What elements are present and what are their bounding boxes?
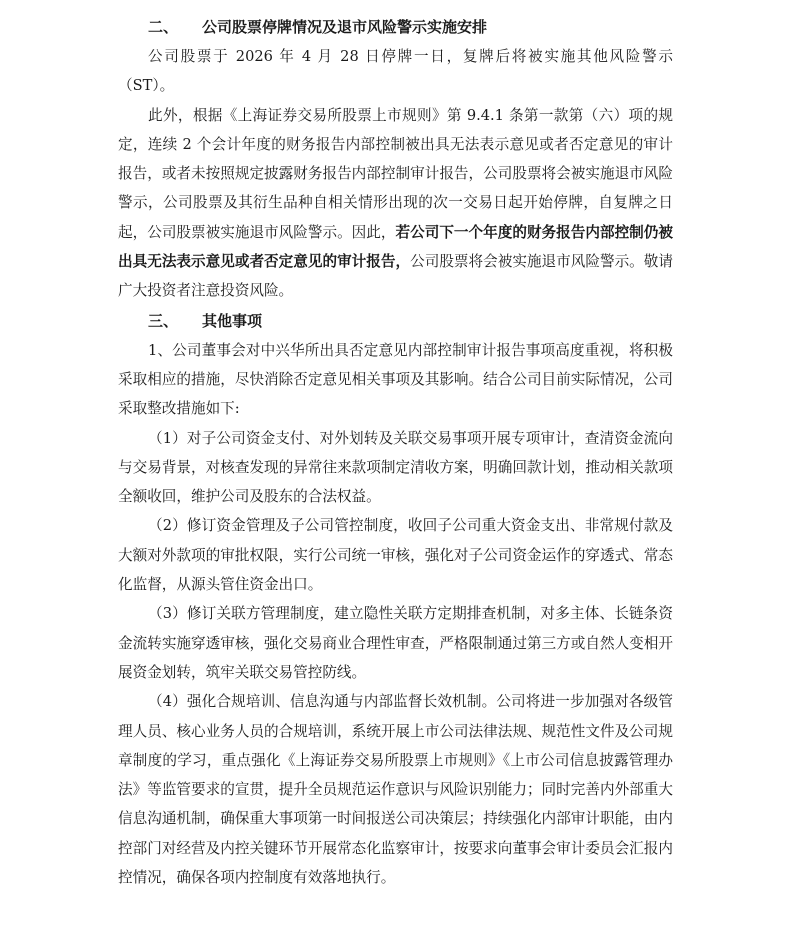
paragraph-board-response: 1、公司董事会对中兴华所出具否定意见内部控制审计报告事项高度重视，将积极采取相应的措施，尽快消除否定意见相关事项及其影响。结合公司目前实际情况，公司采取整改措施如下: [118, 341, 673, 418]
paragraph-text: 公司股票将会被实施退市风险警示。敬请广大投资者注意投资风险。 [118, 253, 673, 300]
document-page [118, 12, 673, 892]
section-heading-3 [118, 306, 673, 336]
section-number: 二、 [148, 18, 179, 36]
measure-item-2: （2）修订资金管理及子公司管控制度，收回子公司重大资金支出、非常规付款及大额对外款项的审批权限，实行公司统一审核，强化对子公司资金运作的穿透式、常态化监督，从源头管住资金出口。 [118, 517, 673, 594]
measure-item-1: （1）对子公司资金支付、对外划转及关联交易事项开展专项审计，查清资金流向与交易背景，对核查发现的异常往来款项制定清收方案，明确回款计划，推动相关款项全额收回，维护公司及股东的合法权益。 [118, 429, 673, 506]
section-number: 三、 [148, 311, 179, 330]
section-title: 公司股票停牌情况及退市风险警示实施安排 [202, 18, 488, 36]
paragraph-text: 此外，根据《上海证券交易所股票上市规则》第 9.4.1 条第一款第（六）项的规定，连续 2 个会计年度的财务报告内部控制被出具无法表示意见或者否定意见的审计报告，或者未按照规定披露财务报告内部控制审计报告，公司股票将会被实施退市风险警示，公司股票及其衍生品种自相关情形出现的次一交易日起开始停牌，自复牌之日起，公司股票被实施退市风险警示。因此， [118, 106, 673, 241]
measure-item-4: （4）强化合规培训、信息沟通与内部监督长效机制。公司将进一步加强对各级管理人员、核心业务人员的合规培训，系统开展上市公司法律法规、规范性文件及公司规章制度的学习，重点强化《上海证券交易所股票上市规则》《上市公司信息披露管理办法》等监管要求的宣贯，提升全员规范运作意识与风险识别能力；同时完善内外部重大信息沟通机制，确保重大事项第一时间报送公司决策层；持续强化内部审计职能，由内控部门对经营及内控关键环节开展常态化监察审计，按要求向董事会审计委员会汇报内控情况，确保各项内控制度有效落地执行。 [118, 693, 673, 887]
section-heading-2 [118, 12, 673, 42]
paragraph-delisting-risk [118, 101, 673, 306]
measure-item-3: （3）修订关联方管理制度，建立隐性关联方定期排查机制，对多主体、长链条资金流转实施穿透审核，强化交易商业合理性审查，严格限制通过第三方或自然人变相开展资金划转，筑牢关联交易管控防线。 [118, 605, 673, 681]
paragraph-suspension-notice: 公司股票于 2026 年 4 月 28 日停牌一日，复牌后将被实施其他风险警示（ST）。 [118, 48, 673, 95]
emphasized-warning-text: 若公司下一个年度的财务报告内部控制仍被出具无法表示意见或者否定意见的审计报告， [118, 223, 673, 271]
section-title: 其他事项 [202, 311, 263, 330]
